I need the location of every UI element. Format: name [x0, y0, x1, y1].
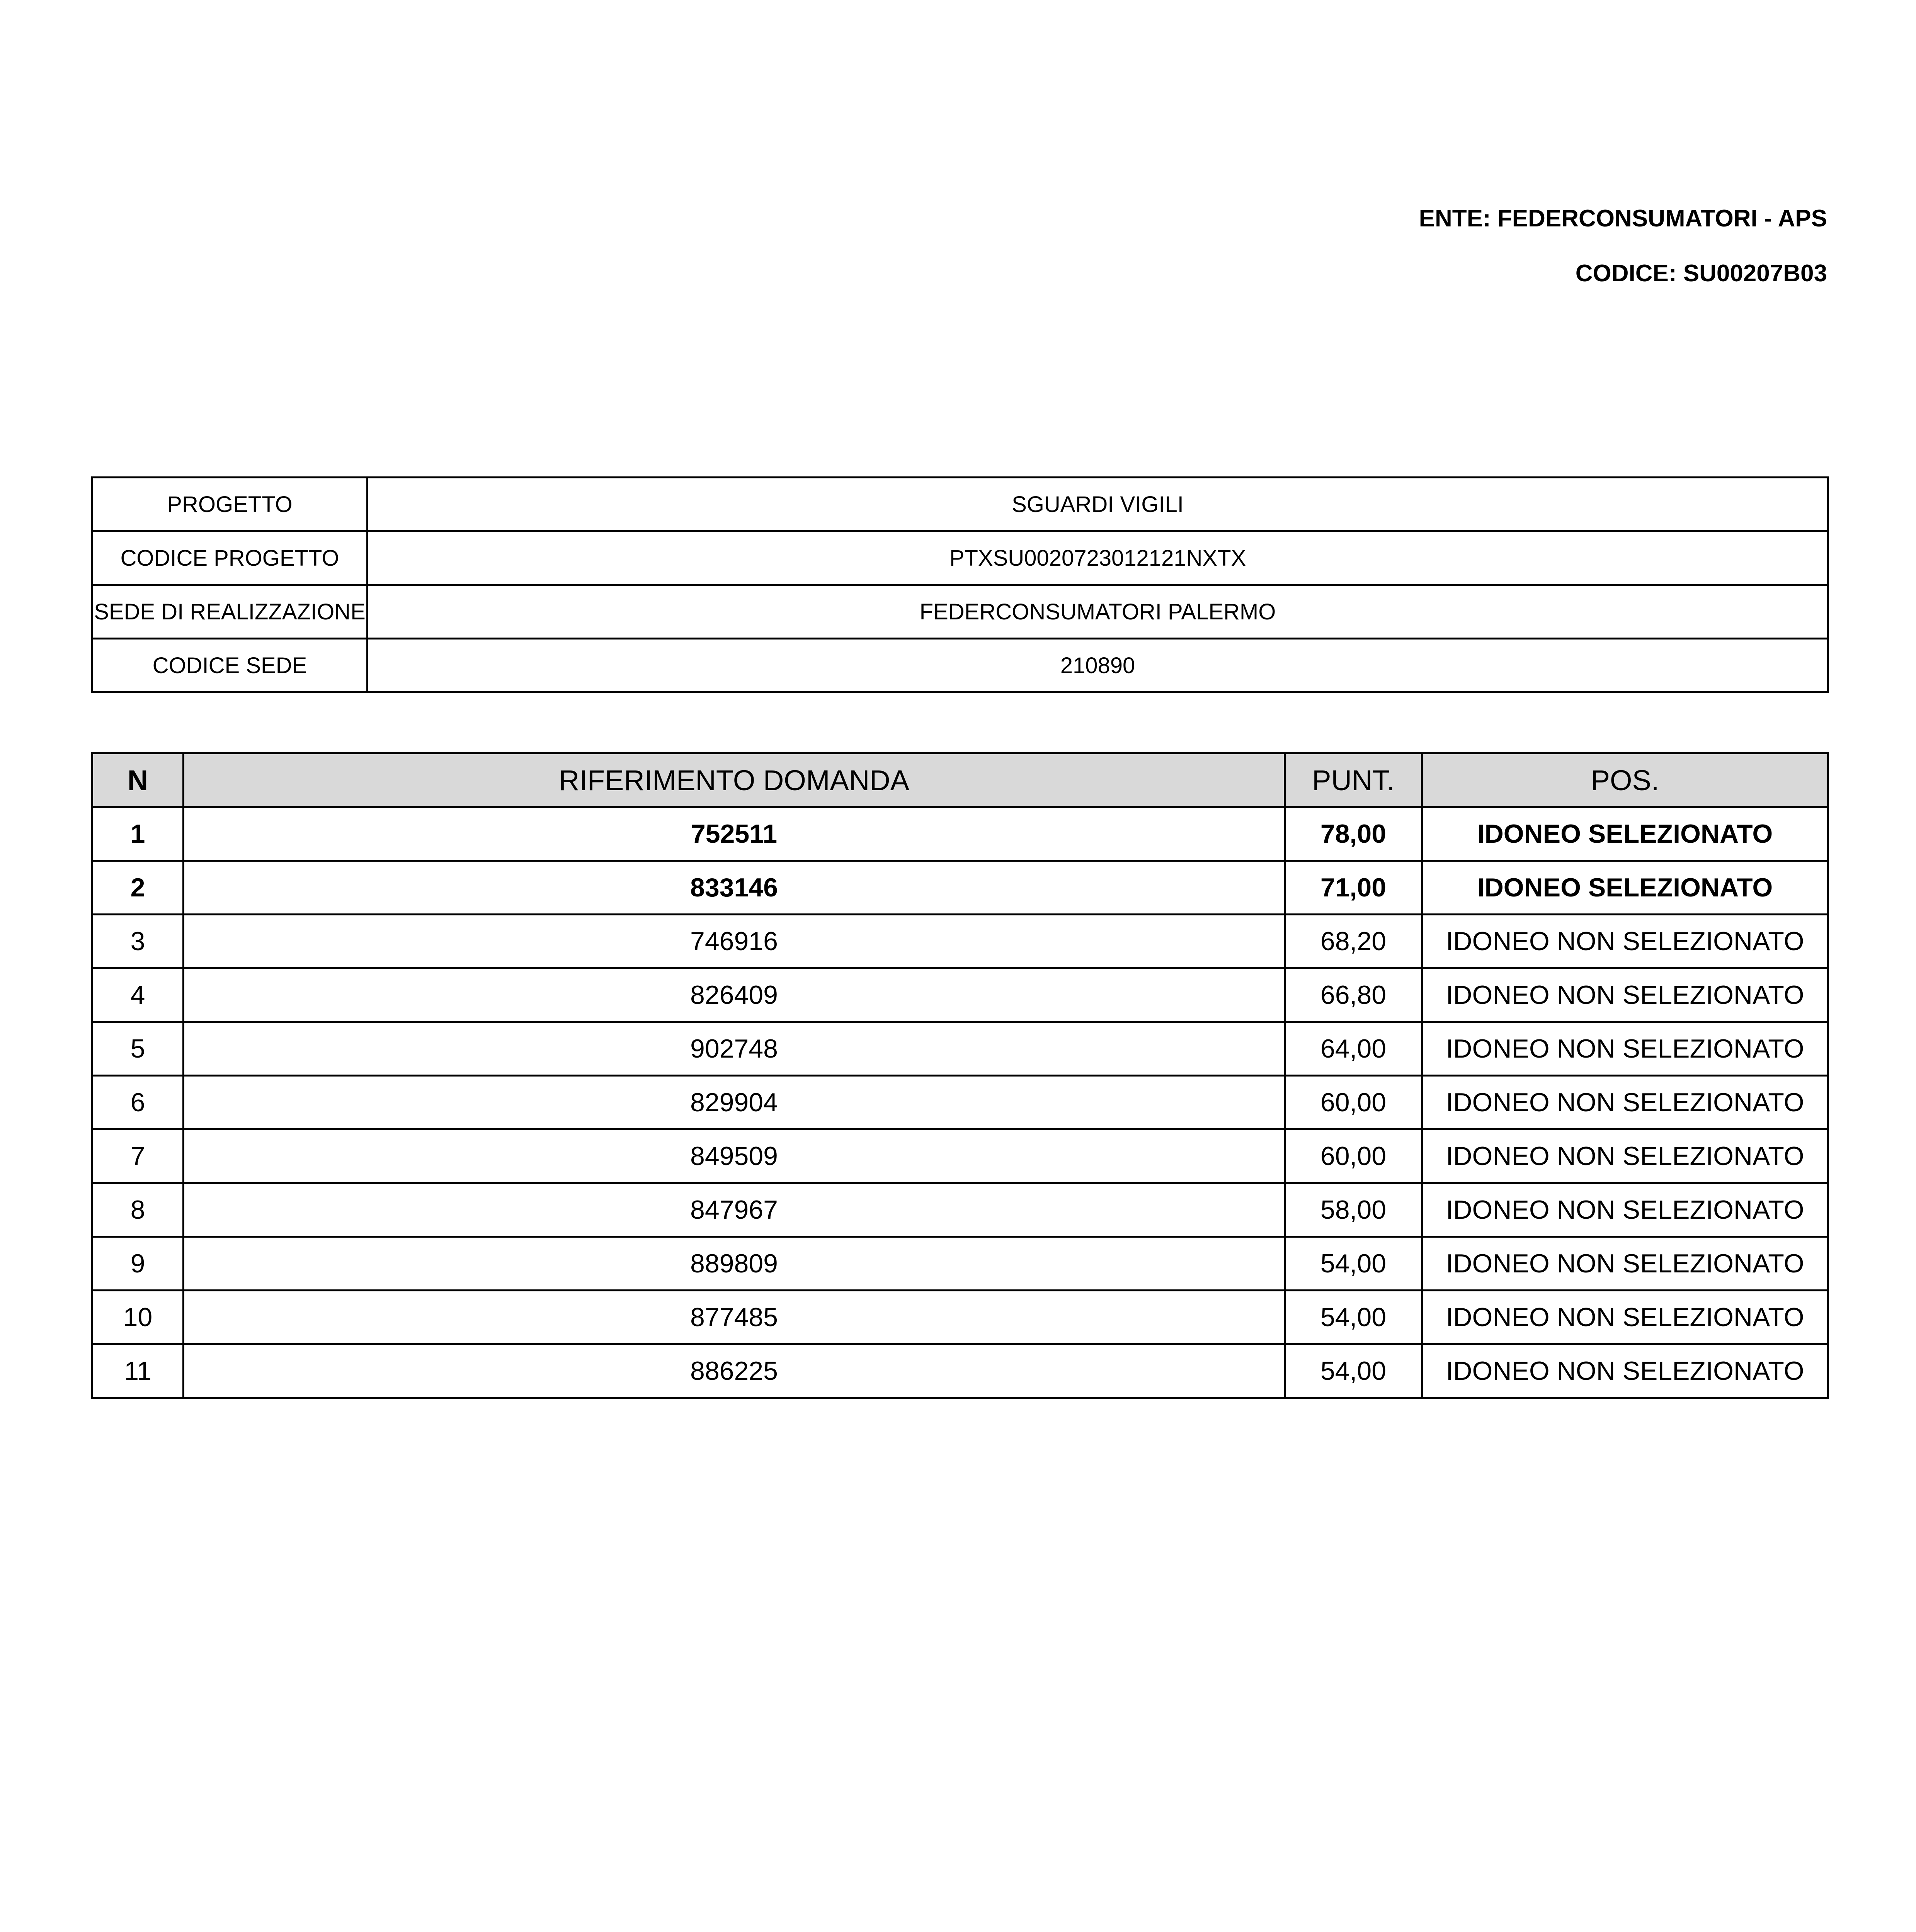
row-position: IDONEO SELEZIONATO: [1422, 807, 1828, 861]
row-score: 78,00: [1285, 807, 1422, 861]
row-number: 4: [92, 968, 184, 1022]
info-label: PROGETTO: [92, 478, 368, 531]
row-number: 9: [92, 1237, 184, 1291]
row-position: IDONEO NON SELEZIONATO: [1422, 1344, 1828, 1398]
row-reference: 877485: [184, 1291, 1285, 1344]
row-score: 60,00: [1285, 1076, 1422, 1129]
row-reference: 849509: [184, 1129, 1285, 1183]
ranking-header-row: [92, 753, 1828, 807]
row-reference: 847967: [184, 1183, 1285, 1237]
info-value: SGUARDI VIGILI: [368, 478, 1828, 531]
table-row: [92, 861, 1828, 915]
table-row: [92, 915, 1828, 968]
project-info-table: [91, 476, 1829, 693]
table-row: [92, 1076, 1828, 1129]
row-number: 5: [92, 1022, 184, 1076]
row-reference: 752511: [184, 807, 1285, 861]
row-reference: 886225: [184, 1344, 1285, 1398]
row-reference: 826409: [184, 968, 1285, 1022]
document-header: [1419, 205, 1827, 315]
row-score: 54,00: [1285, 1291, 1422, 1344]
info-row-codice-sede: [92, 639, 1828, 692]
table-row: [92, 1129, 1828, 1183]
row-position: IDONEO NON SELEZIONATO: [1422, 1129, 1828, 1183]
ranking-table: [91, 752, 1829, 1399]
row-reference: 833146: [184, 861, 1285, 915]
row-score: 54,00: [1285, 1237, 1422, 1291]
info-row-sede: [92, 585, 1828, 639]
table-row: [92, 807, 1828, 861]
column-header-punteggio: PUNT.: [1285, 753, 1422, 807]
row-position: IDONEO SELEZIONATO: [1422, 861, 1828, 915]
column-header-posizione: POS.: [1422, 753, 1828, 807]
table-row: [92, 968, 1828, 1022]
row-number: 11: [92, 1344, 184, 1398]
row-number: 3: [92, 915, 184, 968]
row-position: IDONEO NON SELEZIONATO: [1422, 1183, 1828, 1237]
row-score: 64,00: [1285, 1022, 1422, 1076]
table-row: [92, 1022, 1828, 1076]
row-reference: 902748: [184, 1022, 1285, 1076]
row-number: 8: [92, 1183, 184, 1237]
info-value: 210890: [368, 639, 1828, 692]
info-label: CODICE PROGETTO: [92, 531, 368, 585]
info-label: SEDE DI REALIZZAZIONE: [92, 585, 368, 639]
row-score: 60,00: [1285, 1129, 1422, 1183]
row-score: 71,00: [1285, 861, 1422, 915]
table-row: [92, 1291, 1828, 1344]
ente-label: ENTE: FEDERCONSUMATORI - APS: [1419, 205, 1827, 232]
row-number: 10: [92, 1291, 184, 1344]
table-row: [92, 1237, 1828, 1291]
row-score: 58,00: [1285, 1183, 1422, 1237]
row-position: IDONEO NON SELEZIONATO: [1422, 1291, 1828, 1344]
row-reference: 746916: [184, 915, 1285, 968]
row-number: 6: [92, 1076, 184, 1129]
row-number: 2: [92, 861, 184, 915]
row-score: 68,20: [1285, 915, 1422, 968]
info-value: PTXSU0020723012121NXTX: [368, 531, 1828, 585]
row-position: IDONEO NON SELEZIONATO: [1422, 1237, 1828, 1291]
row-number: 1: [92, 807, 184, 861]
row-reference: 829904: [184, 1076, 1285, 1129]
row-position: IDONEO NON SELEZIONATO: [1422, 915, 1828, 968]
info-row-codice-progetto: [92, 531, 1828, 585]
row-position: IDONEO NON SELEZIONATO: [1422, 1022, 1828, 1076]
table-row: [92, 1344, 1828, 1398]
table-row: [92, 1183, 1828, 1237]
info-value: FEDERCONSUMATORI PALERMO: [368, 585, 1828, 639]
codice-label: CODICE: SU00207B03: [1575, 260, 1827, 287]
row-position: IDONEO NON SELEZIONATO: [1422, 1076, 1828, 1129]
row-number: 7: [92, 1129, 184, 1183]
row-score: 66,80: [1285, 968, 1422, 1022]
row-score: 54,00: [1285, 1344, 1422, 1398]
column-header-n: N: [92, 753, 184, 807]
info-label: CODICE SEDE: [92, 639, 368, 692]
info-row-progetto: [92, 478, 1828, 531]
row-position: IDONEO NON SELEZIONATO: [1422, 968, 1828, 1022]
column-header-riferimento: RIFERIMENTO DOMANDA: [184, 753, 1285, 807]
row-reference: 889809: [184, 1237, 1285, 1291]
